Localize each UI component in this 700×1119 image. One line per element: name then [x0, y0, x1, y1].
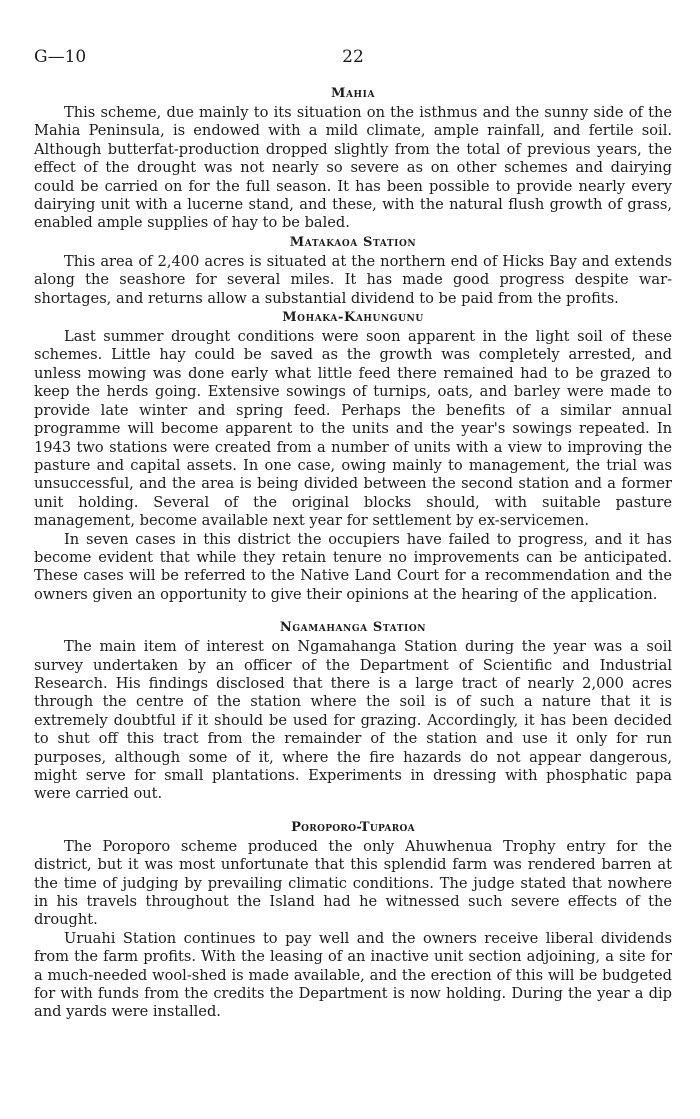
section-heading: Mohaka-Kahungunu — [282, 310, 424, 326]
section-heading: Matakaoa Station — [289, 234, 417, 250]
report-code: G—10 — [34, 47, 87, 67]
running-header — [34, 47, 672, 67]
section-heading: Mahia — [330, 86, 376, 101]
paragraph: The main item of interest on Ngamahanga Station during the year was a soil survey undertaken by an officer of the Department of Scientific and Industrial Research. His findings disclosed that there is a large tract of nearly 2,000 acres through the centre of the station where the soil is of such a nature that it is extremely doubtful if it should be used for grazing. Accordingly, it has been decided to shut off this tract from the remainder of the station and use it only for run purposes, although some of it, where the fire hazards do not appear dangerous, might serve for small plantations. Experiments in dressing with phosphatic papa were carried out. — [34, 638, 672, 803]
paragraph: Last summer drought conditions were soon apparent in the light soil of these schemes. Little hay could be saved as the growth was completely arrested, and unless mowing was done early what little feed there remained had to be grazed to keep the herds going. Extensive sowings of turnips, oats, and barley were made to provide late winter and spring feed. Perhaps the benefits of a similar annual programme will become apparent to the units and the year's sowings repeated. In 1943 two stations were created from a number of units with a view to improving the pasture and capital assets. In one case, owing mainly to management, the trial was unsuccessful, and the area is being divided between the second station and a former unit holding. Several of the original blocks should, with suitable pasture management, become available next year for settlement by ex-servicemen. — [34, 328, 672, 530]
section-mohaka-kahungunu — [34, 308, 672, 604]
paragraph: This scheme, due mainly to its situation on the isthmus and the sunny side of the Mahia Peninsula, is endowed with a mild climate, ample rainfall, and fertile soil. Although butterfat-production dropped slightly from the total of previous years, the effect of the drought was not nearly so severe as on other schemes and dairying could be carried on for the full season. It has been possible to provide nearly every dairying unit with a lucerne stand, and these, with the natural flush growth of grass, enabled ample supplies of hay to be baled. — [34, 104, 672, 232]
paragraph: This area of 2,400 acres is situated at the northern end of Hicks Bay and extends along the seashore for several miles. It has made good progress despite war-shortages, and returns allow a substantial dividend to be paid from the profits. — [34, 252, 672, 307]
section-ngamahanga-station — [34, 618, 672, 804]
paragraph: In seven cases in this district the occupiers have failed to progress, and it has become evident that while they retain tenure no improvements can be anticipated. These cases will be referred to the Native Land Court for a recommendation and the owners given an opportunity to give their opinions at the hearing of the application. — [34, 530, 672, 603]
paragraph: The Poroporo scheme produced the only Ahuwhenua Trophy entry for the district, but it was most unfortunate that this splendid farm was rendered barren at the time of judging by prevailing climatic conditions. The judge stated that nowhere in his travels throughout the Island had he witnessed such severe effects of the drought. — [34, 837, 672, 929]
section-heading: Poroporo-Tuparoa — [291, 819, 415, 835]
paragraph: Uruahi Station continues to pay well and the owners receive liberal dividends from the farm profits. With the leasing of an inactive unit section adjoining, a site for a much-needed wool-shed is made available, and the erection of this will be budgeted for with funds from the credits the Department is now holding. During the year a dip and yards were installed. — [34, 929, 672, 1021]
section-poroporo-tuparoa — [34, 818, 672, 1022]
page-number: 22 — [342, 47, 364, 67]
section-matakaoa-station — [34, 233, 672, 308]
section-heading: Ngamahanga Station — [279, 620, 427, 636]
section-mahia — [34, 84, 672, 233]
page-body — [34, 84, 672, 1022]
